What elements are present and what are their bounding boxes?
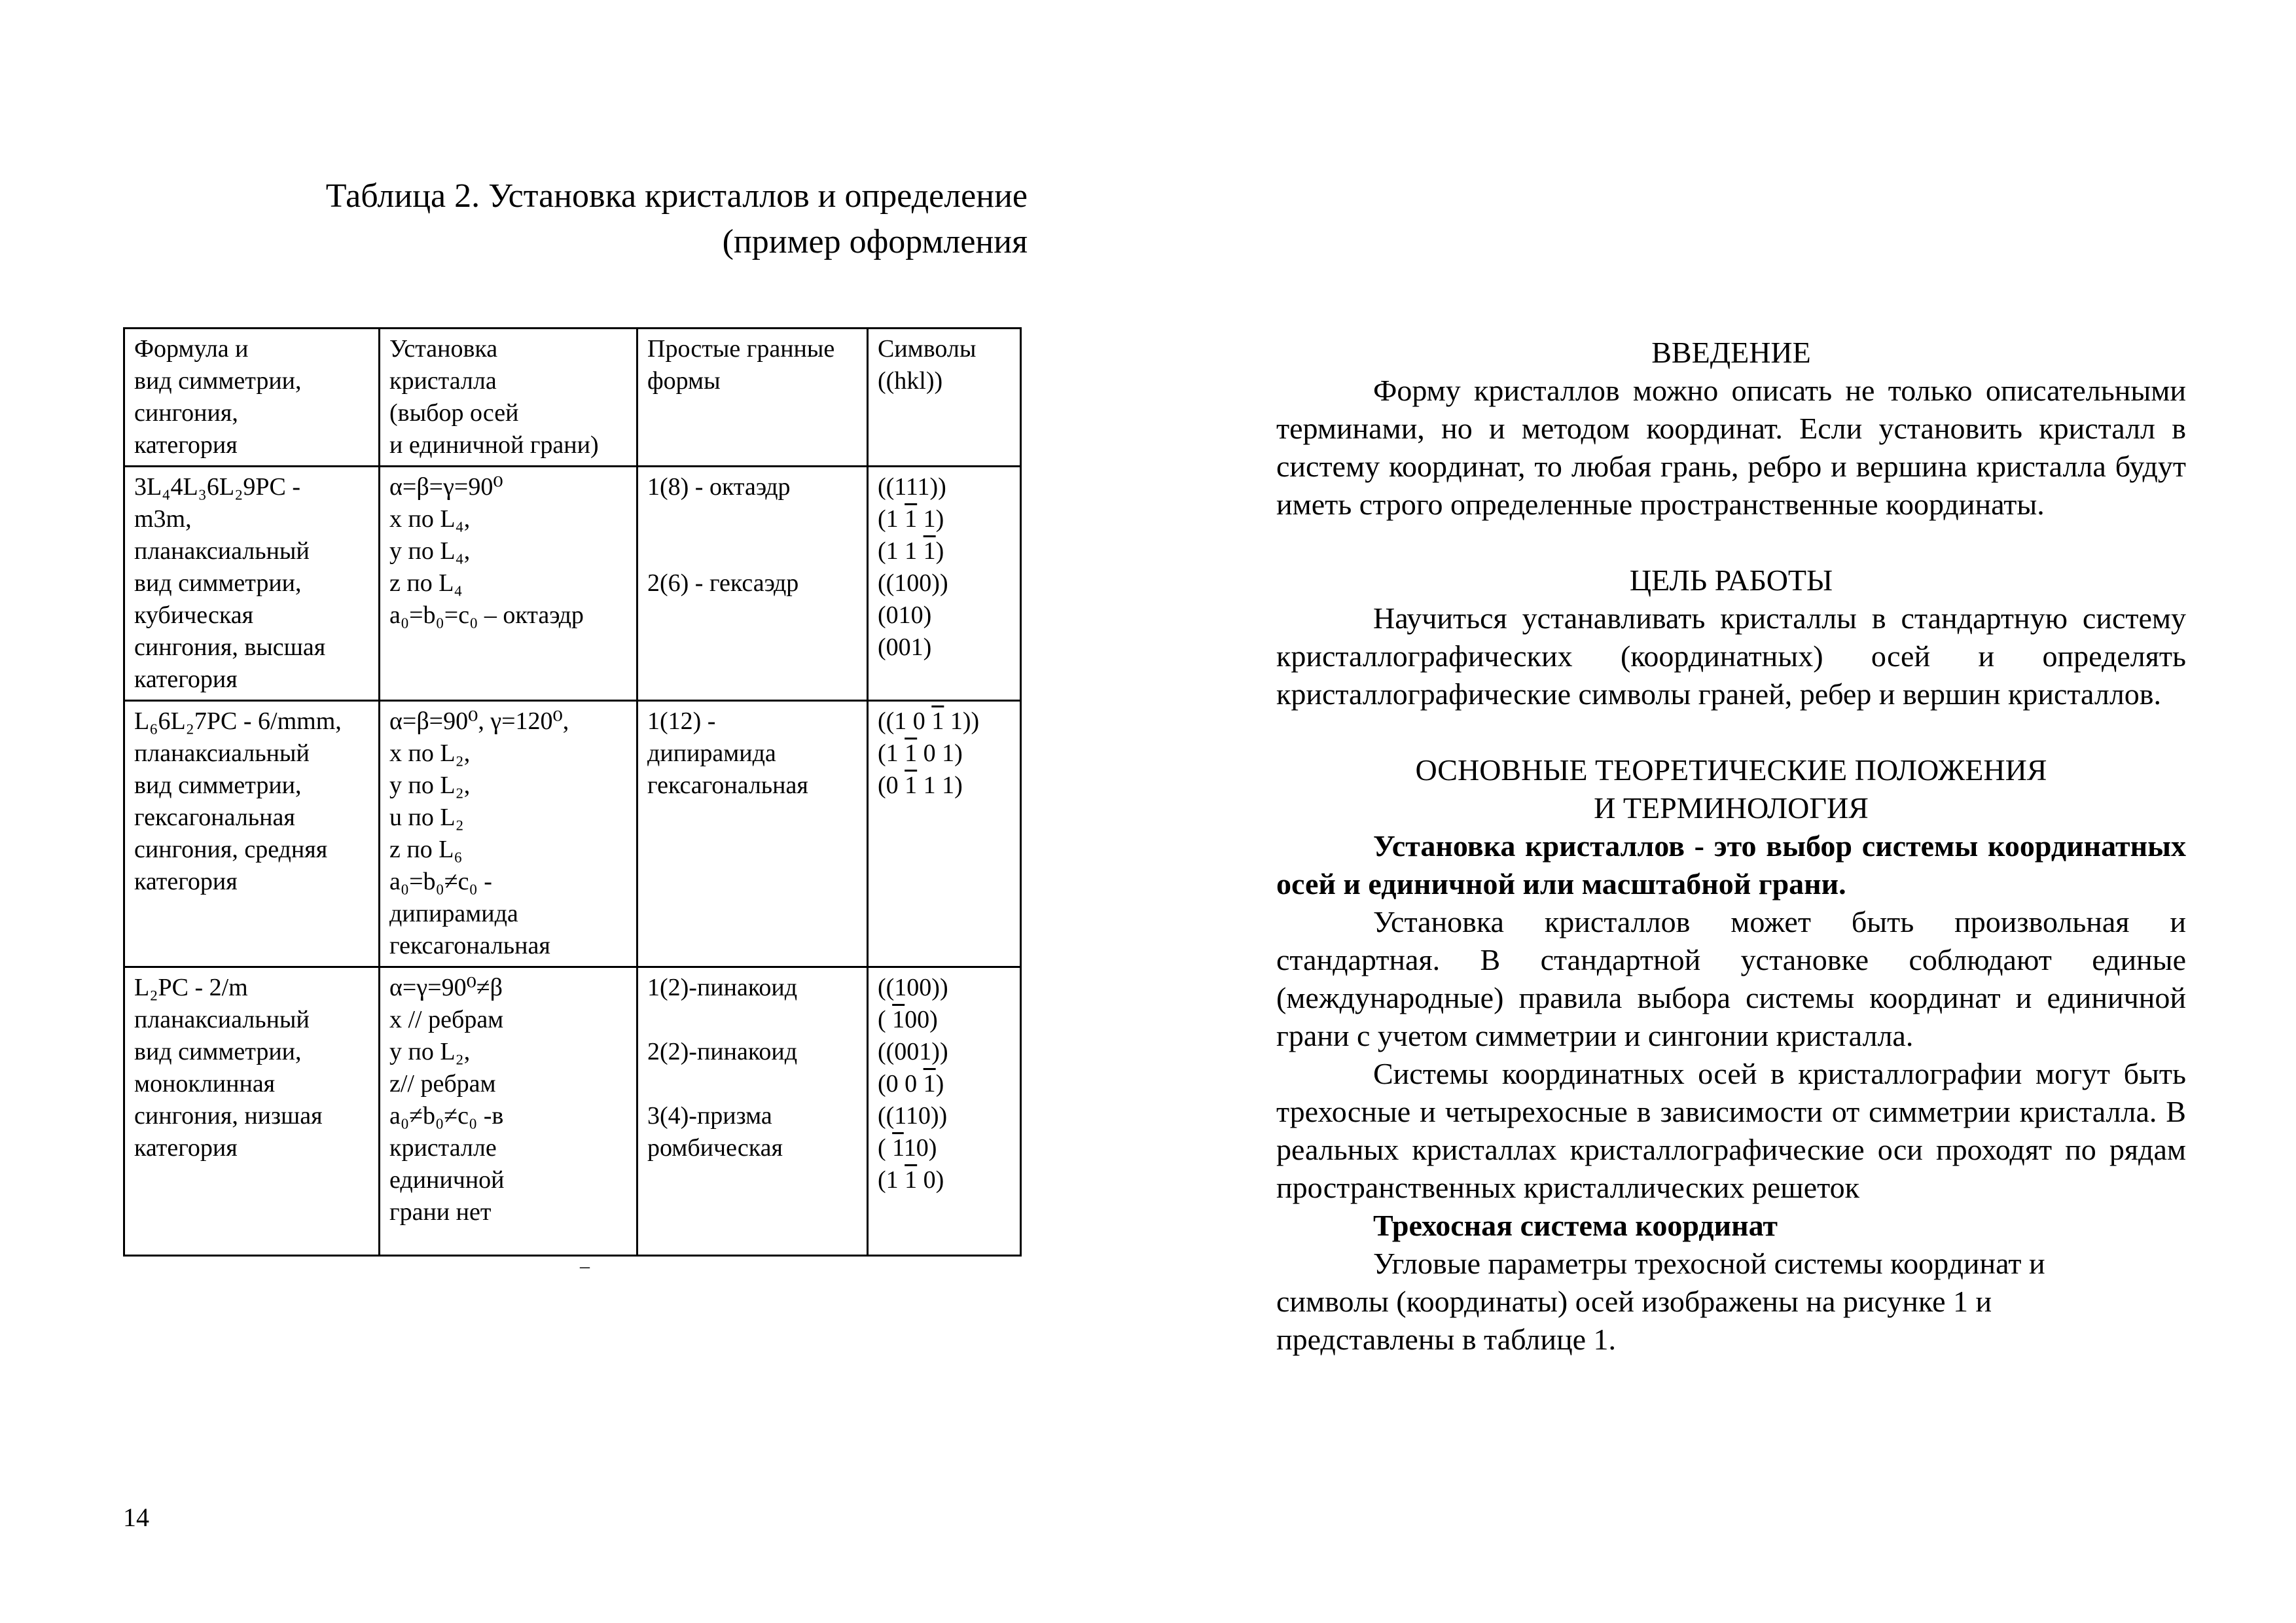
setup-paragraph: Установка кристаллов может быть произвольная и стандартная. В стандартной установке соблюдают единые (международные) правила выбора системы координат и единичной грани с учетом симметрии и сингонии кристалла. (1276, 905, 2186, 1052)
table-title (216, 173, 1028, 265)
row3-symbols: ((100)) ( 100) ((001)) (0 0 1) ((110)) ( 110) (1 1 0) (868, 967, 1021, 1256)
theory-heading-line-1: ОСНОВНЫЕ ТЕОРЕТИЧЕСКИЕ ПОЛОЖЕНИЯ (1415, 753, 2047, 787)
final-paragraph-line-2: символы (координаты) осей изображены на рисунке 1 и (1276, 1285, 1992, 1318)
goal-heading: ЦЕЛЬ РАБОТЫ (1629, 563, 1833, 597)
table-row-cubic (124, 467, 1021, 701)
row1-symbols: ((111)) (1 1 1) (1 1 1) ((100)) (010) (001) (868, 467, 1021, 701)
row3-forms: 1(2)-пинакоид 2(2)-пинакоид 3(4)-призма ромбическая (637, 967, 868, 1256)
final-paragraph-line-3: представлены в таблице 1. (1276, 1323, 1617, 1356)
table-row-hexagonal (124, 701, 1021, 967)
intro-paragraph: Форму кристаллов можно описать не только описательными терминами, но и методом координат. Если установить кристалл в систему координат, то любая грань, ребро и вершина кристалла будут иметь строго определенные пространственные координаты. (1276, 374, 2186, 521)
axes-paragraph: Системы координатных осей в кристаллографии могут быть трехосные и четырехосные в зависимости от симметрии кристалла. В реальных кристаллах кристаллографические оси проходят по рядам пространственных кристаллических решеток (1276, 1057, 2186, 1204)
row2-formula: L₆6L₂7PC - 6/mmm, планаксиальный вид симметрии, гексагональная сингония, средняя категория (124, 701, 380, 967)
row3-setup: α=γ=90⁰≠β x // ребрам y по L₂, z// ребрам a₀≠b₀≠c₀ -в кристалле единичной грани нет (380, 967, 637, 1256)
goal-paragraph: Научиться устанавливать кристаллы в стандартную систему кристаллографических (координатных) осей и определять кристаллографические символы граней, ребер и вершин кристаллов. (1276, 601, 2186, 711)
header-setup: Установка кристалла (выбор осей и единичной грани) (380, 329, 637, 467)
theory-heading-line-2: И ТЕРМИНОЛОГИЯ (1594, 791, 1869, 825)
stray-dash: – (580, 1255, 590, 1277)
final-paragraph-line-1: Угловые параметры трехосной системы координат и (1373, 1247, 2045, 1280)
right-page (1148, 0, 2296, 1623)
header-symbols: Символы ((hkl)) (868, 329, 1021, 467)
three-axis-subheading: Трехосная система координат (1373, 1209, 1778, 1242)
intro-heading: ВВЕДЕНИЕ (1651, 336, 1811, 369)
table-header-row (124, 329, 1021, 467)
definition-paragraph: Установка кристаллов - это выбор системы координатных осей и единичной или масштабной грани. (1276, 829, 2186, 901)
table-title-line-2: (пример оформления (722, 223, 1028, 260)
row1-forms: 1(8) - октаэдр 2(6) - гексаэдр (637, 467, 868, 701)
page-number-left: 14 (123, 1503, 149, 1532)
crystal-setup-table (123, 327, 1022, 1257)
table-row-monoclinic (124, 967, 1021, 1256)
row2-setup: α=β=90⁰, γ=120⁰, x по L₂, y по L₂, u по L₂ z по L₆ a₀=b₀≠c₀ - дипирамида гексагональная (380, 701, 637, 967)
right-page-text (1276, 334, 2186, 1359)
row2-symbols: ((1 0 1 1)) (1 1 0 1) (0 1 1 1) (868, 701, 1021, 967)
row1-formula: 3L₄4L₃6L₂9PC - m3m, планаксиальный вид симметрии, кубическая сингония, высшая категория (124, 467, 380, 701)
row3-formula: L₂PC - 2/m планаксиальный вид симметрии, моноклинная сингония, низшая категория (124, 967, 380, 1256)
row2-forms: 1(12) - дипирамида гексагональная (637, 701, 868, 967)
header-formula: Формула и вид симметрии, сингония, категория (124, 329, 380, 467)
header-simple-forms: Простые гранные формы (637, 329, 868, 467)
table-title-line-1: Таблица 2. Установка кристаллов и определение (325, 177, 1028, 215)
row1-setup: α=β=γ=90⁰ x по L₄, y по L₄, z по L₄ a₀=b₀=c₀ – октаэдр (380, 467, 637, 701)
